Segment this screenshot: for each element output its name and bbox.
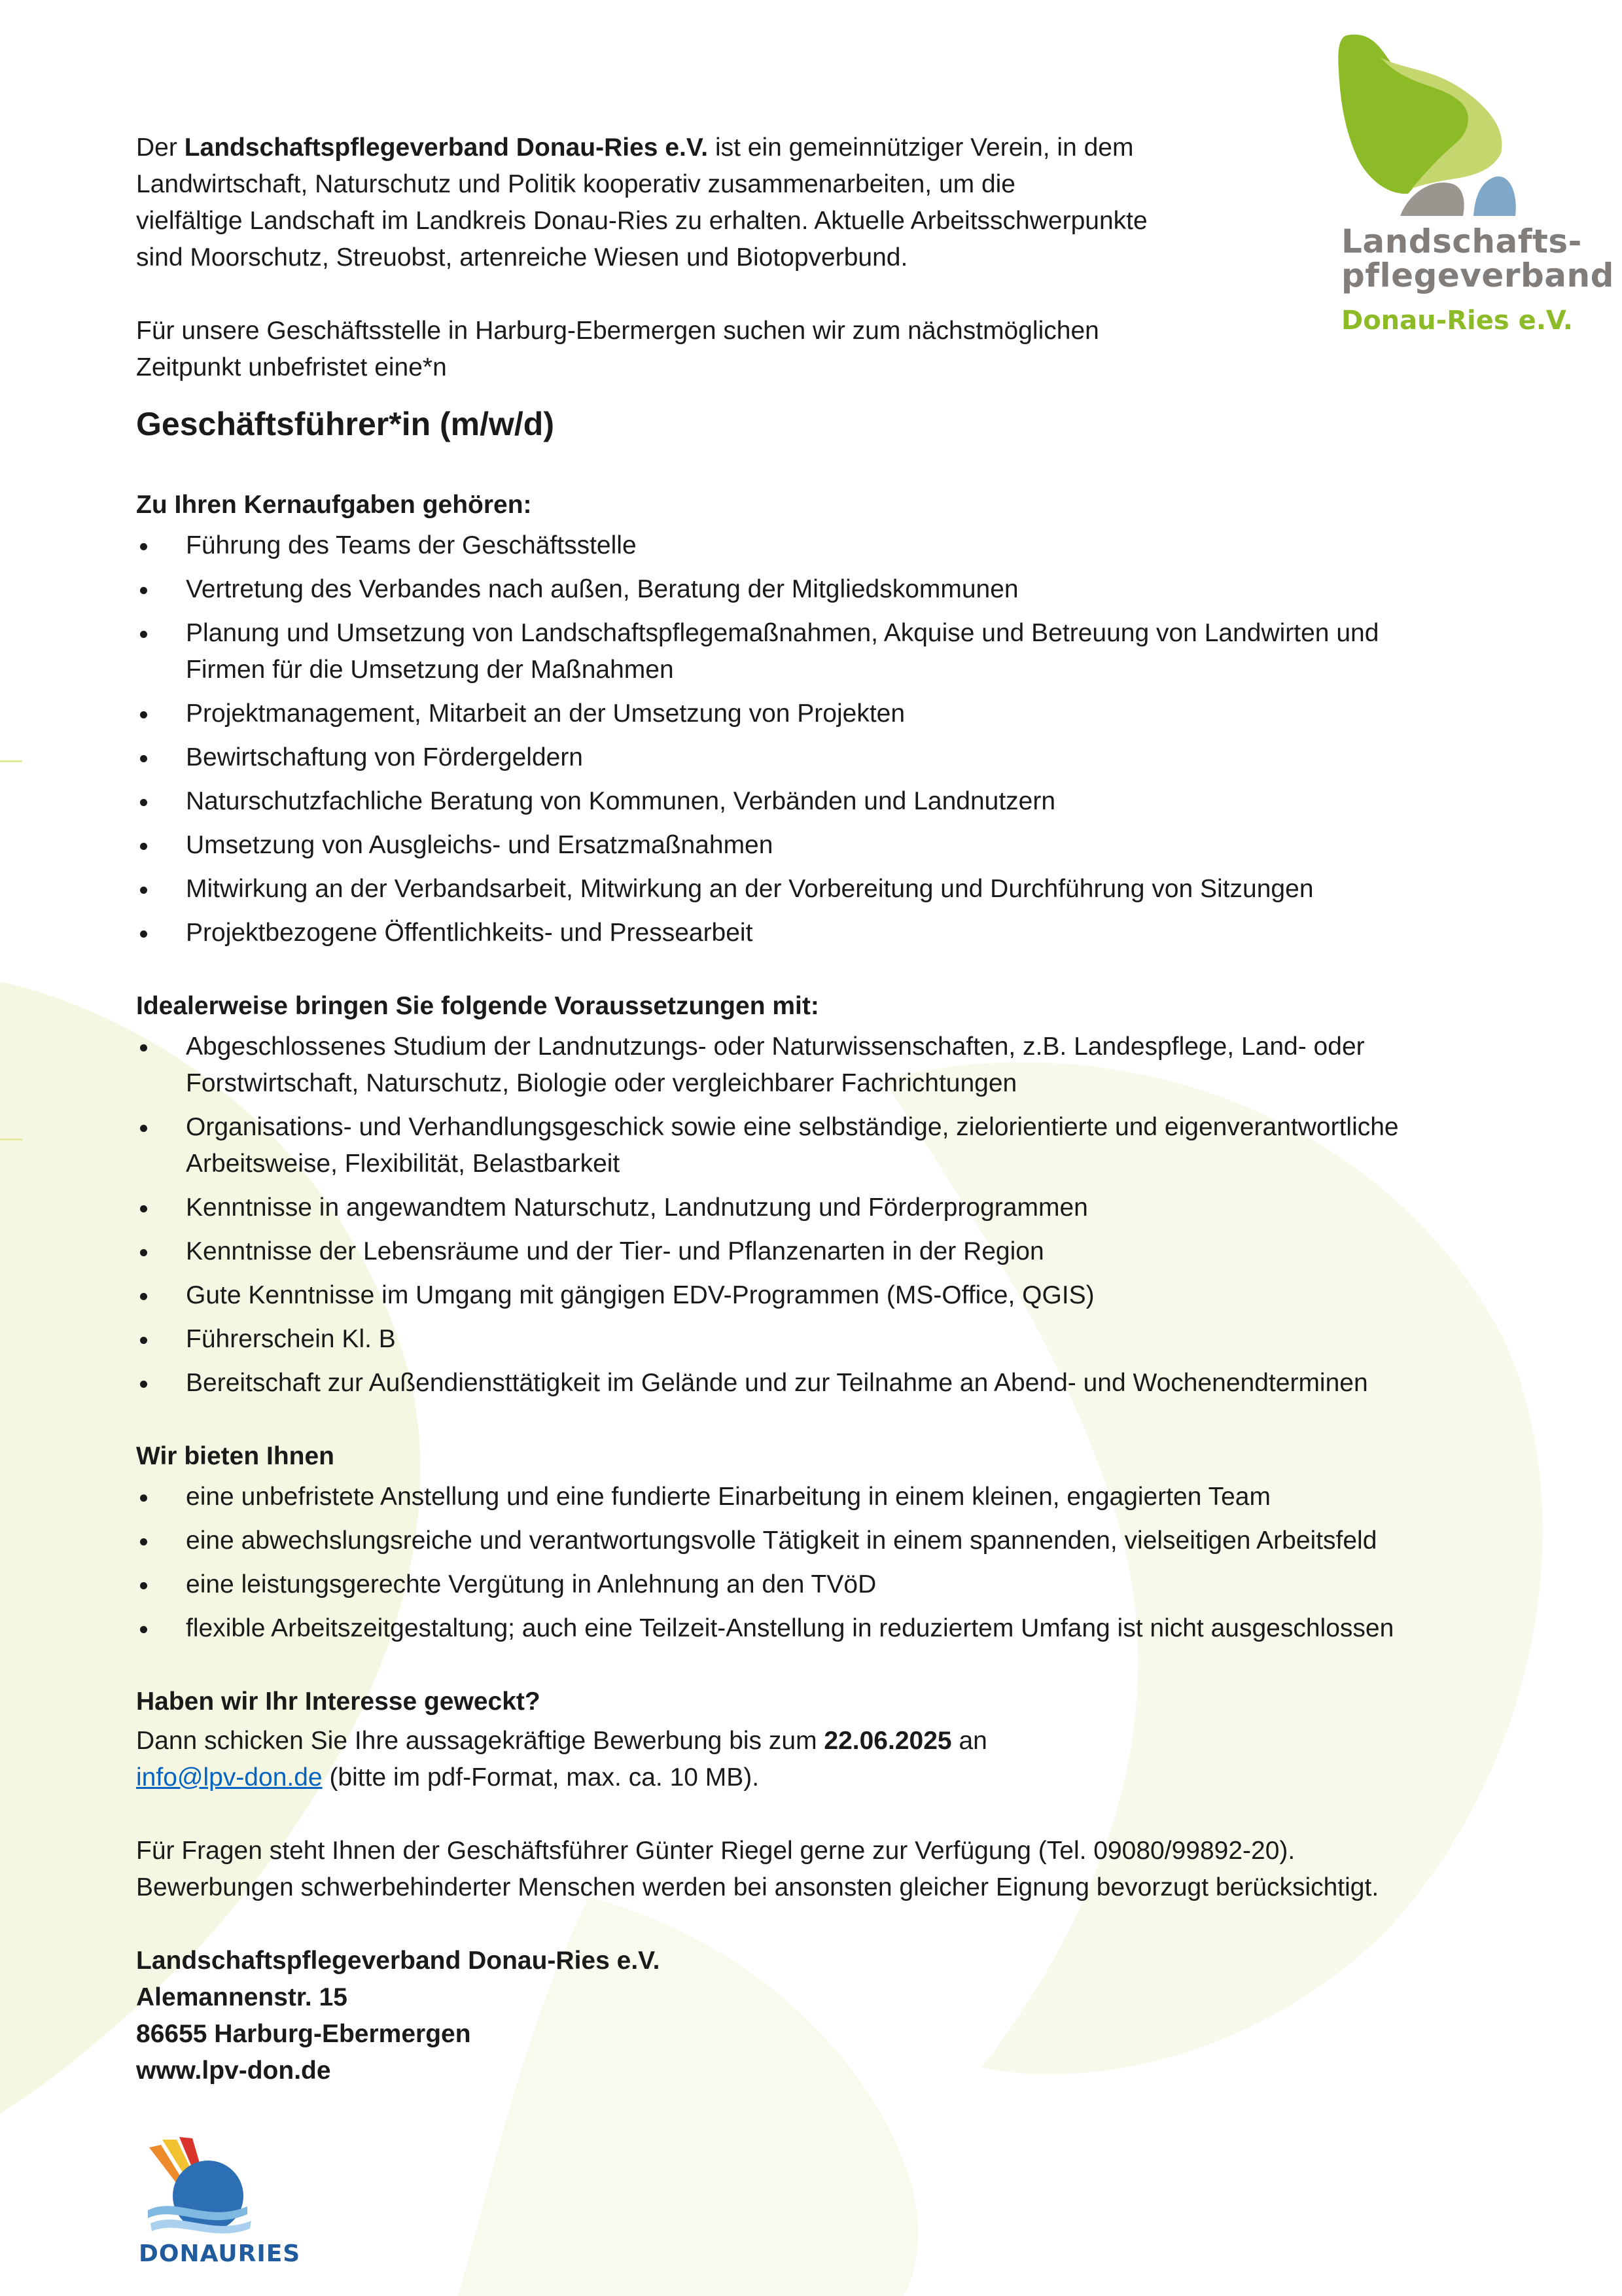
task-item: Vertretung des Verbandes nach außen, Beratung der Mitgliedskommunen	[136, 571, 1517, 608]
requirement-item: Kenntnisse der Lebensräume und der Tier- und Pflanzenarten in der Region	[136, 1233, 1517, 1270]
offer-list	[136, 1479, 1517, 1647]
task-item-line: Planung und Umsetzung von Landschaftspflegemaßnahmen, Akquise und Betreuung von Landwirten und	[186, 619, 1379, 647]
questions-line: Bewerbungen schwerbehinderter Menschen werden bei ansonsten gleicher Eignung bevorzugt berücksichtigt.	[136, 1873, 1379, 1901]
task-item	[136, 615, 1517, 688]
margin-mark-top	[0, 760, 22, 762]
intro-line: vielfältige Landschaft im Landkreis Donau-Ries zu erhalten. Aktuelle Arbeitsschwerpunkte	[136, 207, 1148, 235]
requirement-item: Führerschein Kl. B	[136, 1321, 1517, 1358]
address-block	[136, 1943, 1517, 2089]
application-text	[136, 1723, 1517, 1796]
questions-paragraph	[136, 1833, 1517, 1906]
requirement-item-line: Arbeitsweise, Flexibilität, Belastbarkeit	[186, 1150, 620, 1178]
application-format-note: (bitte im pdf-Format, max. ca. 10 MB).	[322, 1763, 760, 1792]
task-item: Mitwirkung an der Verbandsarbeit, Mitwirkung an der Vorbereitung und Durchführung von Sitzungen	[136, 871, 1517, 908]
offer-item: eine unbefristete Anstellung und eine fundierte Einarbeitung in einem kleinen, engagierten Team	[136, 1479, 1517, 1515]
donauries-logo-text: DONAURIES	[139, 2240, 301, 2267]
task-item: Naturschutzfachliche Beratung von Kommunen, Verbänden und Landnutzern	[136, 783, 1517, 820]
application-suffix: an	[951, 1727, 987, 1755]
requirement-item-line: Abgeschlossenes Studium der Landnutzungs- oder Naturwissenschaften, z.B. Landespflege, Land- oder	[186, 1033, 1365, 1061]
requirement-item-line: Organisations- und Verhandlungsgeschick sowie eine selbständige, zielorientierte und eigenverantwortliche	[186, 1113, 1399, 1141]
document-body	[136, 130, 1517, 2089]
donauries-logo-mark	[136, 2133, 300, 2241]
intro-paragraph-2	[136, 313, 1517, 386]
logo-text-line2: pflegeverband	[1341, 256, 1614, 294]
offer-item: eine leistungsgerechte Vergütung in Anlehnung an den TVöD	[136, 1566, 1517, 1603]
offer-item: eine abwechslungsreiche und verantwortungsvolle Tätigkeit in einem spannenden, vielseitigen Arbeitsfeld	[136, 1523, 1517, 1559]
address-org: Landschaftspflegeverband Donau-Ries e.V.	[136, 1947, 660, 1975]
intro-paragraph-1	[136, 130, 1517, 276]
task-item: Projektmanagement, Mitarbeit an der Umsetzung von Projekten	[136, 696, 1517, 732]
offer-item: flexible Arbeitszeitgestaltung; auch eine Teilzeit-Anstellung in reduziertem Umfang ist nicht ausgeschlossen	[136, 1610, 1517, 1647]
intro-line: Landwirtschaft, Naturschutz und Politik kooperativ zusammenarbeiten, um die	[136, 170, 1015, 198]
address-website[interactable]: www.lpv-don.de	[136, 2057, 331, 2085]
job-title: Geschäftsführer*in (m/w/d)	[136, 406, 554, 442]
requirement-item	[136, 1029, 1517, 1102]
requirement-item-line: Forstwirtschaft, Naturschutz, Biologie oder vergleichbarer Fachrichtungen	[186, 1069, 1017, 1097]
task-item: Umsetzung von Ausgleichs- und Ersatzmaßnahmen	[136, 827, 1517, 864]
margin-mark-bottom	[0, 1139, 22, 1140]
intro-line: Zeitpunkt unbefristet eine*n	[136, 353, 447, 381]
intro-prefix: Der	[136, 133, 185, 162]
requirement-item: Bereitschaft zur Außendiensttätigkeit im Gelände und zur Teilnahme an Abend- und Wochenendterminen	[136, 1365, 1517, 1402]
task-item: Bewirtschaftung von Fördergeldern	[136, 739, 1517, 776]
email-link[interactable]: info@lpv-don.de	[136, 1763, 323, 1792]
intro-line: Für unsere Geschäftsstelle in Harburg-Ebermergen suchen wir zum nächstmöglichen	[136, 317, 1099, 345]
requirements-heading: Idealerweise bringen Sie folgende Voraussetzungen mit:	[136, 992, 819, 1020]
address-street: Alemannenstr. 15	[136, 1983, 347, 2011]
application-prefix: Dann schicken Sie Ihre aussagekräftige Bewerbung bis zum	[136, 1727, 824, 1755]
offer-heading: Wir bieten Ihnen	[136, 1442, 334, 1470]
requirement-item: Gute Kenntnisse im Umgang mit gängigen EDV-Programmen (MS-Office, QGIS)	[136, 1277, 1517, 1314]
application-heading: Haben wir Ihr Interesse geweckt?	[136, 1687, 540, 1716]
task-item: Führung des Teams der Geschäftsstelle	[136, 527, 1517, 564]
donauries-circle	[173, 2161, 243, 2231]
requirements-list	[136, 1029, 1517, 1402]
tasks-heading: Zu Ihren Kernaufgaben gehören:	[136, 491, 532, 519]
logo-text-line1: Landschafts-	[1341, 222, 1582, 260]
application-line-2	[136, 1759, 1517, 1796]
address-city: 86655 Harburg-Ebermergen	[136, 2020, 471, 2048]
donauries-logo	[136, 2133, 300, 2270]
application-line-1	[136, 1723, 1517, 1759]
intro-line: sind Moorschutz, Streuobst, artenreiche Wiesen und Biotopverbund.	[136, 243, 908, 272]
application-deadline: 22.06.2025	[824, 1727, 952, 1755]
requirement-item	[136, 1109, 1517, 1182]
logo-text-line3: Donau-Ries e.V.	[1341, 306, 1573, 336]
task-item: Projektbezogene Öffentlichkeits- und Pressearbeit	[136, 915, 1517, 951]
requirement-item: Kenntnisse in angewandtem Naturschutz, Landnutzung und Förderprogrammen	[136, 1190, 1517, 1226]
intro-org-name: Landschaftspflegeverband Donau-Ries e.V.	[184, 133, 709, 162]
task-item-line: Firmen für die Umsetzung der Maßnahmen	[186, 656, 674, 684]
questions-line: Für Fragen steht Ihnen der Geschäftsführer Günter Riegel gerne zur Verfügung (Tel. 09080/99892-20).	[136, 1837, 1296, 1865]
intro-line1-rest: ist ein gemeinnütziger Verein, in dem	[708, 133, 1134, 162]
tasks-list	[136, 527, 1517, 951]
intro-line	[136, 130, 1517, 166]
